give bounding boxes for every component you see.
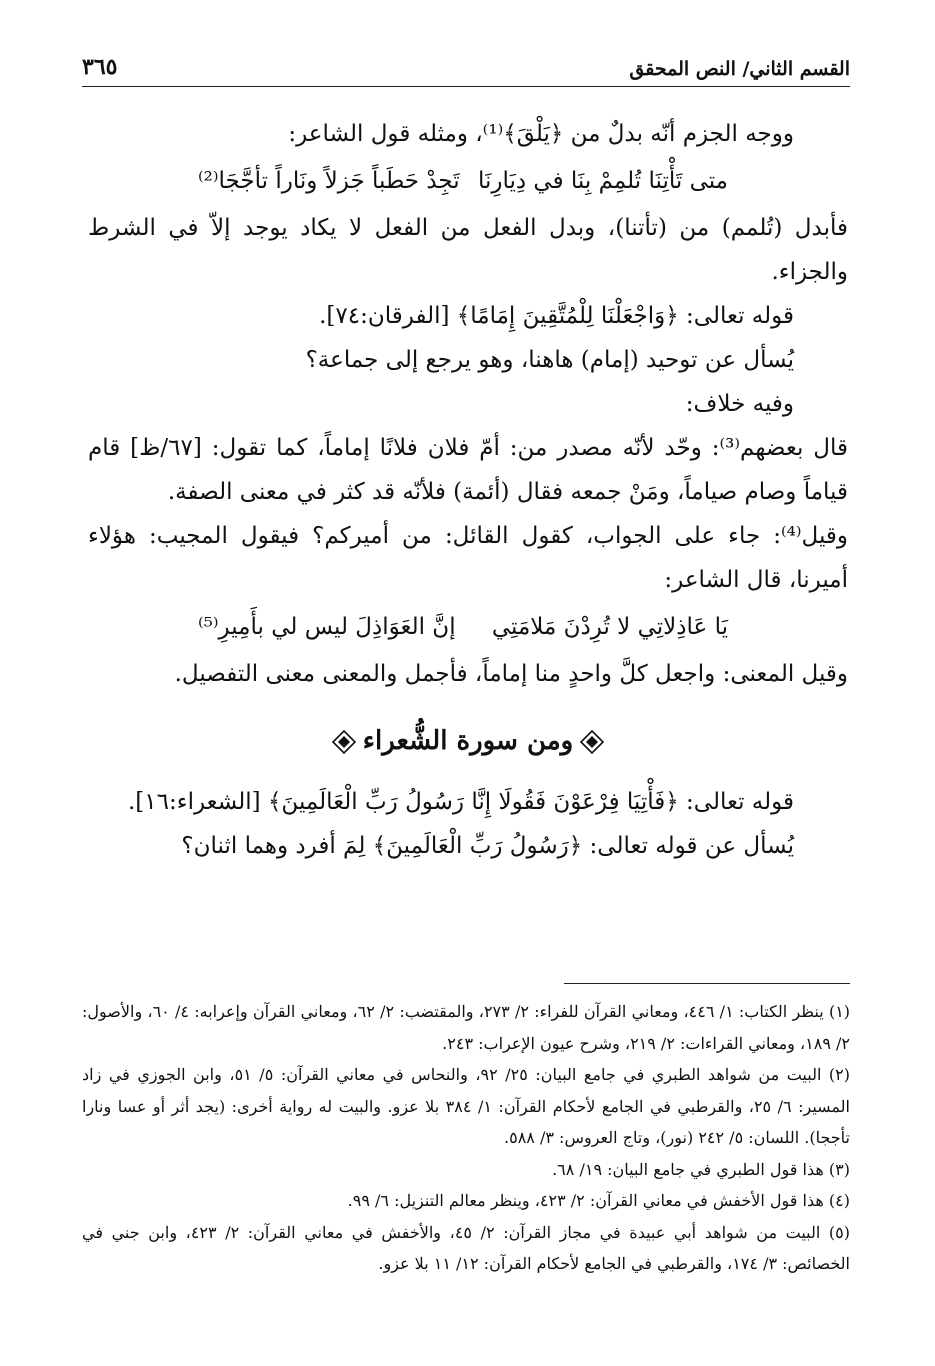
paragraph-6: قال بعضهم⁽³⁾: وحّد لأنّه مصدر من: أمّ فلان فلانًا إماماً، كما تقول: [٦٧/ظ] قام قياماً وصام صياماً، ومَنْ جمعه فقال (أئمة) فلأنّه قد كثر في معنى الصفة. bbox=[88, 435, 849, 505]
footnotes bbox=[82, 996, 850, 1280]
paragraph-7: وقيل⁽⁴⁾: جاء على الجواب، كقول القائل: من أميركم؟ فيقول المجيب: هؤلاء أميرنا، قال الشاعر: bbox=[88, 523, 848, 593]
surah-title: ومن سورة الشُّعراء bbox=[362, 726, 574, 756]
verse-1-second-hemistich: تَجِدْ حَطَباً جَزلاً ونَاراً تأجَّجَا⁽²⁾ bbox=[198, 168, 460, 194]
verse-2-second-hemistich: إنَّ العَوَاذِلَ ليس لي بأَمِيرِ⁽⁵⁾ bbox=[198, 614, 456, 640]
paragraph-2: فأبدل (تُلمم) من (تأتنا)، وبدل الفعل من الفعل لا يكاد يوجد إلاّ في الشرط والجزاء. bbox=[88, 215, 848, 285]
header-rule bbox=[82, 86, 850, 87]
paragraph-9: قوله تعالى: ﴿فَأْتِيَا فِرْعَوْنَ فَقُولَا إِنَّا رَسُولُ رَبِّ الْعَالَمِينَ﴾ [الشعراء:١٦]. bbox=[128, 789, 794, 815]
paragraph-1: ووجه الجزم أنّه بدلٌ من ﴿يَلْقَ﴾⁽¹⁾، ومثله قول الشاعر: bbox=[288, 121, 794, 147]
footnote-4: (٤) هذا قول الأخفش في معاني القرآن: ٢/ ٤٢٣، وينظر معالم التنزيل: ٦/ ٩٩. bbox=[347, 1191, 850, 1210]
surah-heading bbox=[88, 712, 848, 770]
paragraph-10: يُسأل عن قوله تعالى: ﴿رَسُولُ رَبِّ الْعَالَمِينَ﴾ لِمَ أفرد وهما اثنان؟ bbox=[181, 833, 794, 859]
verse-2-first-hemistich: يَا عَاذِلاتِي لا تُرِدْنَ مَلامَتِي bbox=[491, 614, 728, 640]
footnote-1: (١) ينظر الكتاب: ١/ ٤٤٦، ومعاني القرآن للفراء: ٢/ ٢٧٣، والمقتضب: ٢/ ٦٢، ومعاني القرآن وإعرابه: ٤/ ٦٠، والأصول: ٢/ ١٨٩، ومعاني القراءات: ٢/ ٢١٩، وشرح عيون الإعراب: ٢٤٣. bbox=[82, 1002, 851, 1053]
page-header bbox=[82, 52, 850, 86]
verse-1-first-hemistich: متى تَأْتِنَا تُلمِمْ بِنَا في دِيَارِنَا bbox=[477, 168, 728, 194]
paragraph-4: يُسأل عن توحيد (إمام) هاهنا، وهو يرجع إلى جماعة؟ bbox=[305, 347, 794, 373]
surah-heading-frame bbox=[329, 712, 607, 770]
paragraph-8: وقيل المعنى: واجعل كلَّ واحدٍ منا إماماً، فأجمل والمعنى معنى التفصيل. bbox=[174, 661, 848, 687]
ornament-right-icon bbox=[579, 729, 605, 755]
page-number: ٣٦٥ bbox=[82, 54, 118, 80]
running-head: القسم الثاني/ النص المحقق bbox=[629, 58, 850, 80]
main-text bbox=[88, 112, 848, 868]
footnote-rule bbox=[564, 983, 850, 984]
paragraph-3: قوله تعالى: ﴿وَاجْعَلْنَا لِلْمُتَّقِينَ إِمَامًا﴾ [الفرقان:٧٤]. bbox=[319, 303, 794, 329]
footnote-2: (٢) البيت من شواهد الطبري في جامع البيان: ٢٥/ ٩٢، والنحاس في معاني القرآن: ٥/ ٥١، وابن الجوزي في زاد المسير: ٦/ ٢٥، والقرطبي في الجامع لأحكام القرآن: ١/ ٣٨٤ بلا عزو. والبيت له رواية أخرى: (يجد أثر أو عسا ونارا تأججا). اللسان: ٥/ ٢٤٢ (نور)، وتاج العروس: ٣/ ٥٨٨. bbox=[82, 1065, 851, 1147]
footnote-5: (٥) البيت من شواهد أبي عبيدة في مجاز القرآن: ٢/ ٤٥، والأخفش في معاني القرآن: ٢/ ٤٢٣، وابن جني في الخصائص: ٣/ ١٧٤، والقرطبي في الجامع لأحكام القرآن: ١٢/ ١١ بلا عزو. bbox=[82, 1222, 851, 1273]
footnote-3: (٣) هذا قول الطبري في جامع البيان: ١٩/ ٦٨. bbox=[552, 1159, 850, 1179]
paragraph-5: وفيه خلاف: bbox=[685, 391, 794, 417]
poetry-verse-2 bbox=[88, 602, 848, 652]
ornament-left-icon bbox=[331, 729, 357, 755]
poetry-verse-1 bbox=[88, 156, 848, 206]
